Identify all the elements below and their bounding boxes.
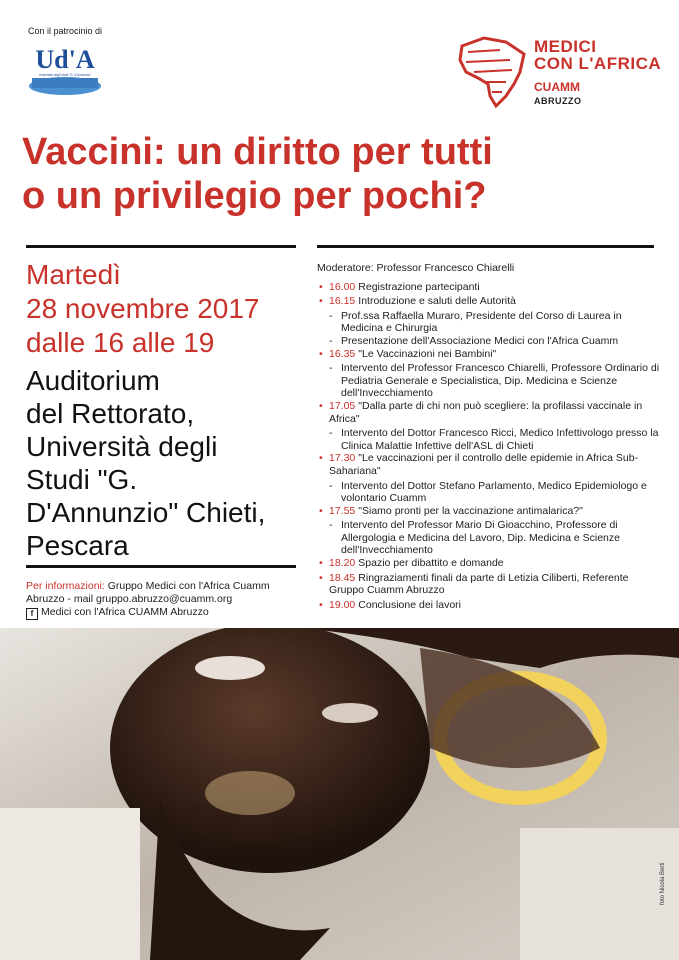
- program-text: "Siamo pronti per la vaccinazione antimalarica?": [358, 504, 583, 517]
- venue-line: Auditorium: [26, 365, 160, 396]
- dash-icon: -: [329, 334, 333, 347]
- program-subitem-text: Intervento del Dottor Francesco Ricci, Medico Infettivologo presso la Clinica Malattie Infettive dell'ASL di Chieti: [341, 427, 659, 452]
- program-text: "Le vaccinazioni per il controllo delle epidemie in Africa Sub-Sahariana": [329, 452, 639, 477]
- contact-info: [26, 580, 311, 620]
- program-item: [317, 348, 662, 361]
- program-item: [317, 557, 662, 570]
- dash-icon: -: [329, 479, 333, 492]
- uda-logo-subtext: Università degli studi "G. d'Annunzio": [38, 73, 92, 77]
- event-date-text: 28 novembre 2017: [26, 293, 260, 324]
- event-time: dalle 16 alle 19: [26, 327, 215, 358]
- program-text: "Dalla parte di chi non può scegliere: la profilassi vaccinale in Africa": [329, 399, 643, 425]
- program-time: 19.00: [329, 598, 356, 611]
- program-time: 17.55: [329, 504, 356, 517]
- program-subitem-text: Intervento del Professor Mario Di Gioacchino, Professore di Allergologia e Medicina del Lavoro, Dip. Medicina e Scienze dell'Invecchiamento: [341, 519, 620, 557]
- program-time: 18.45: [329, 571, 356, 584]
- divider-info: [26, 565, 296, 568]
- program-time: 16.15: [329, 295, 356, 308]
- program-subitem-text: Prof.ssa Raffaella Muraro, Presidente del Corso di Laurea in Medicina e Chirurgia: [341, 309, 622, 335]
- facebook-link[interactable]: Medici con l'Africa CUAMM Abruzzo: [41, 606, 209, 618]
- bullet-icon: •: [319, 399, 323, 412]
- org-name-line2: CON L'AFRICA: [534, 54, 662, 73]
- event-day: Martedì: [26, 259, 121, 290]
- divider-left: [26, 245, 296, 248]
- program-item: [317, 599, 662, 612]
- program-subitem: [317, 310, 662, 335]
- program-item: [317, 505, 662, 518]
- photo-credit: foto Nicola Berti: [660, 862, 666, 905]
- program-subitem-text: Presentazione dell'Associazione Medici con l'Africa Cuamm: [341, 334, 619, 347]
- bullet-icon: •: [319, 280, 323, 293]
- program-text: Conclusione dei lavori: [358, 598, 462, 611]
- uda-logo: [26, 38, 104, 100]
- program-item: [317, 572, 662, 597]
- bullet-icon: •: [319, 347, 323, 360]
- program-subitem: [317, 427, 662, 452]
- program-time: 17.05: [329, 399, 356, 412]
- venue-line: Università degli: [26, 431, 218, 462]
- program-subitem: [317, 362, 662, 400]
- program-text: Registrazione partecipanti: [358, 280, 480, 293]
- program-subitem: [317, 519, 662, 557]
- venue-line: del Rettorato,: [26, 398, 195, 429]
- venue-line: Pescara: [26, 530, 129, 561]
- child-photo: [0, 628, 679, 960]
- venue-line: D'Annunzio" Chieti,: [26, 497, 266, 528]
- bullet-icon: •: [319, 598, 323, 611]
- patron-label: Con il patrocinio di: [28, 26, 103, 36]
- program-text: "Le Vaccinazioni nei Bambini": [358, 347, 497, 360]
- org-name: [534, 38, 661, 72]
- facebook-icon: f: [26, 608, 38, 620]
- program-time: 16.00: [329, 280, 356, 293]
- moderator: Moderatore: Professor Francesco Chiarelli: [317, 262, 515, 274]
- program-subitem: [317, 335, 662, 348]
- program-subitem-text: Intervento del Dottor Stefano Parlamento, Medico Epidemiologo e volontario Cuamm: [341, 479, 647, 505]
- program-item: [317, 400, 662, 425]
- dash-icon: -: [329, 519, 333, 532]
- page-title: [22, 130, 662, 218]
- bullet-icon: •: [319, 504, 323, 517]
- event-venue: [26, 364, 311, 562]
- dash-icon: -: [329, 309, 333, 322]
- org-name-line1: MEDICI: [534, 37, 597, 56]
- title-line2: o un privilegio per pochi?: [22, 175, 487, 217]
- program-subitem: [317, 480, 662, 505]
- program-item: [317, 452, 662, 477]
- org-region: ABRUZZO: [534, 96, 582, 106]
- bullet-icon: •: [319, 571, 323, 584]
- info-line1: Gruppo Medici con l'Africa Cuamm: [107, 580, 270, 592]
- event-date: [26, 258, 311, 360]
- bullet-icon: •: [319, 452, 323, 465]
- venue-line: Studi "G.: [26, 464, 138, 495]
- info-label: Per informazioni:: [26, 580, 105, 592]
- program-time: 18.20: [329, 557, 356, 570]
- program-time: 17.30: [329, 452, 356, 465]
- program-subitem-text: Intervento del Professor Francesco Chiarelli, Professore Ordinario di Pediatria Generale e Specialistica, Dip. Medicina e Scienze dell'Invecchiamento: [341, 362, 660, 400]
- bullet-icon: •: [319, 295, 323, 308]
- uda-logo-text: Ud'A: [35, 45, 95, 74]
- program-item: [317, 281, 662, 294]
- program-item: [317, 295, 662, 308]
- bullet-icon: •: [319, 557, 323, 570]
- dash-icon: -: [329, 362, 333, 375]
- program-list: [317, 262, 662, 613]
- dash-icon: -: [329, 427, 333, 440]
- program-time: 16.35: [329, 347, 356, 360]
- program-text: Ringraziamenti finali da parte di Letizia Ciliberti, Referente Gruppo Cuamm Abruzzo: [329, 571, 629, 597]
- program-text: Spazio per dibattito e domande: [358, 557, 504, 570]
- org-sub: CUAMM: [534, 80, 580, 94]
- info-email[interactable]: Abruzzo - mail gruppo.abruzzo@cuamm.org: [26, 593, 233, 605]
- divider-right: [317, 245, 654, 248]
- title-line1: Vaccini: un diritto per tutti: [22, 131, 493, 173]
- program-text: Introduzione e saluti delle Autorità: [358, 295, 516, 308]
